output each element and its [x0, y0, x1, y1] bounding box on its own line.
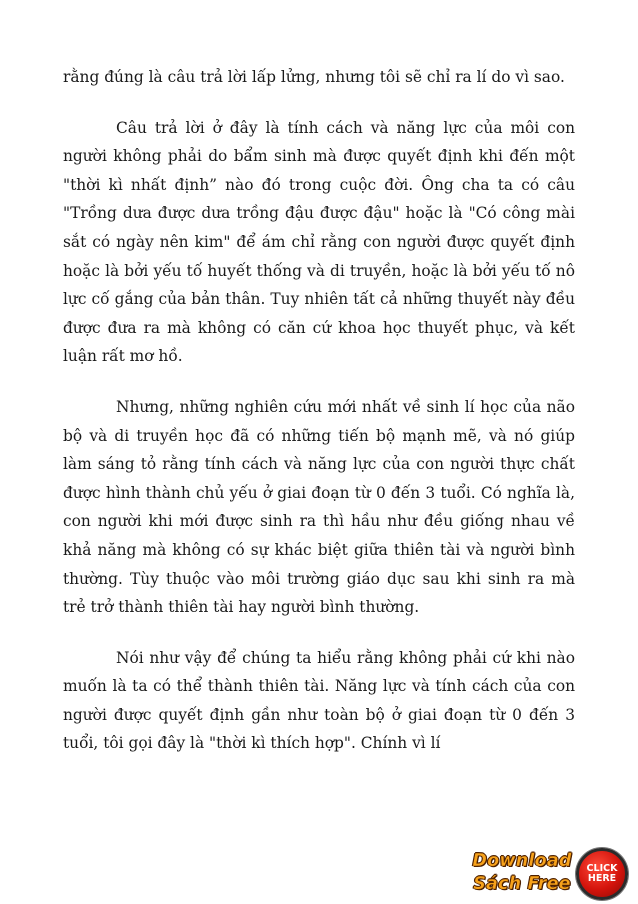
- paragraph-gap: [63, 371, 575, 393]
- paragraph-gap: [63, 622, 575, 644]
- badge-sach-free-text: Sách Free: [473, 874, 571, 894]
- document-page: [63, 63, 575, 758]
- click-label: CLICK: [586, 863, 618, 874]
- badge-download-text: Download: [472, 851, 572, 871]
- paragraph-4: Nói như vậy để chúng ta hiểu rằng không phải cứ khi nào muốn là ta có thể thành thiên tài. Năng lực và tính cách của con người được quyết định gần như toàn bộ ở giai đoạn từ 0 đến 3 tuổi, tôi gọi đây là "thời kì thích hợp". Chính vì lí: [63, 648, 575, 753]
- paragraph-3: Nhưng, những nghiên cứu mới nhất về sinh lí học của não bộ và di truyền học đã có những tiến bộ mạnh mẽ, và nó giúp làm sáng tỏ rằng tính cách và năng lực của con người thực chất được hình thành chủ yếu ở giai đoạn từ 0 đến 3 tuổi. Có nghĩa là, con người khi mới được sinh ra thì hầu như đều giống nhau về khả năng mà không có sự khác biệt giữa thiên tài và người bình thường. Tùy thuộc vào môi trường giáo dục sau khi sinh ra mà trẻ trở thành thiên tài hay người bình thường.: [63, 397, 575, 617]
- paragraph-2: Câu trả lời ở đây là tính cách và năng lực của môi con người không phải do bẩm sinh mà được quyết định khi đến một "thời kì nhất định” nào đó trong cuộc đời. Ông cha ta có câu "Trồng dưa được dưa trồng đậu được đậu" hoặc là "Có công mài sắt có ngày nên kim" để ám chỉ rằng con người được quyết định hoặc là bởi yếu tố huyết thống và di truyền, hoặc là bởi yếu tố nô lực cố gắng của bản thân. Tuy nhiên tất cả những thuyết này đều được đưa ra mà không có căn cứ khoa học thuyết phục, và kết luận rất mơ hồ.: [63, 118, 575, 366]
- paragraph-gap: [63, 92, 575, 114]
- download-sach-free-badge[interactable]: [468, 845, 626, 903]
- here-label: HERE: [587, 873, 617, 884]
- paragraph-1: rằng đúng là câu trả lời lấp lửng, nhưng tôi sẽ chỉ ra lí do vì sao.: [63, 68, 565, 86]
- click-here-button[interactable]: [576, 848, 628, 900]
